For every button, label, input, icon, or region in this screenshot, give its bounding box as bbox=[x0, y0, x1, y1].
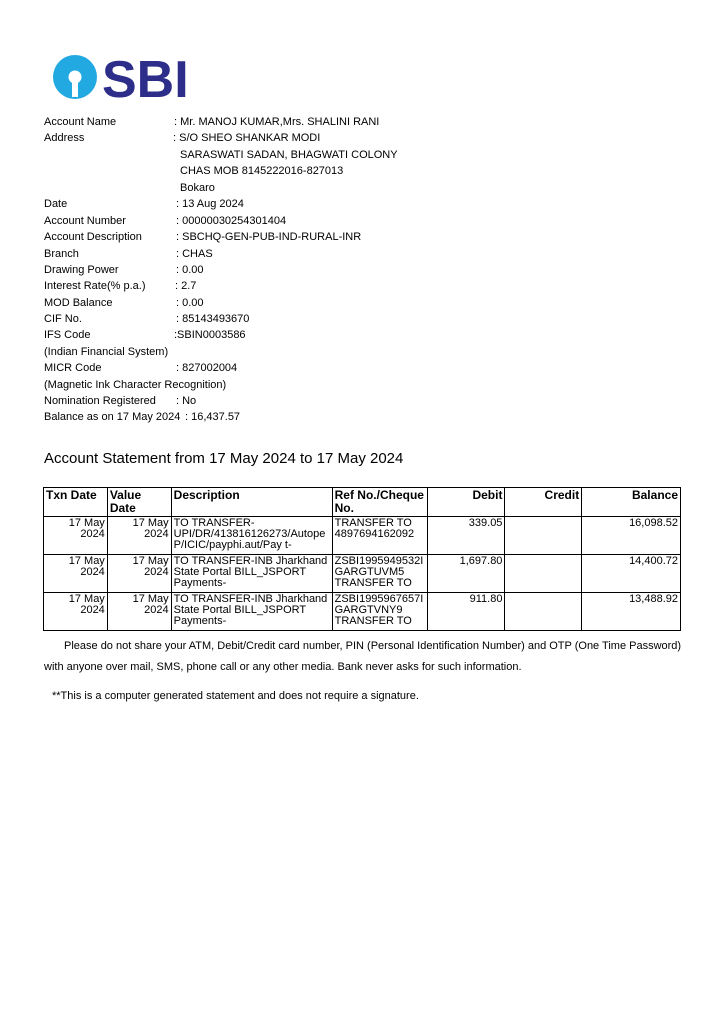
info-label: MICR Code bbox=[44, 362, 102, 374]
info-label: Address bbox=[44, 132, 85, 144]
info-value: : 0.00 bbox=[176, 264, 204, 276]
notice-line-2: with anyone over mail, SMS, phone call or any other media. Bank never asks for such information. bbox=[44, 661, 522, 673]
cell-balance: 13,488.92 bbox=[582, 593, 681, 631]
cell-ref-no: TRANSFER TO 4897694162092 bbox=[332, 517, 427, 555]
info-label: Drawing Power bbox=[44, 264, 119, 276]
info-value: : Mr. MANOJ KUMAR,Mrs. SHALINI RANI bbox=[174, 116, 380, 128]
cell-debit: 339.05 bbox=[427, 517, 505, 555]
cell-txn-date: 17 May 2024 bbox=[44, 517, 108, 555]
info-label: Account Name bbox=[44, 116, 117, 128]
cell-description: TO TRANSFER-INB Jharkhand State Portal BILL_JSPORT Payments- bbox=[171, 555, 332, 593]
cell-debit: 911.80 bbox=[427, 593, 505, 631]
info-value: : 827002004 bbox=[176, 362, 238, 374]
info-label: Nomination Registered bbox=[44, 395, 156, 407]
table-row bbox=[44, 593, 681, 631]
info-value: : SBCHQ-GEN-PUB-IND-RURAL-INR bbox=[176, 231, 362, 243]
info-value: : 16,437.57 bbox=[185, 411, 241, 423]
col-header-value-date: Value Date bbox=[107, 488, 171, 517]
cell-debit: 1,697.80 bbox=[427, 555, 505, 593]
cell-txn-date: 17 May 2024 bbox=[44, 555, 108, 593]
sbi-logo bbox=[52, 51, 192, 103]
notice-line-1: Please do not share your ATM, Debit/Credit card number, PIN (Personal Identification Number) and OTP (One Time Password) bbox=[64, 640, 682, 652]
info-label: Account Description bbox=[44, 231, 142, 243]
info-value: : No bbox=[176, 395, 197, 407]
cell-description: TO TRANSFER-UPI/DR/413816126273/Autope P/ICIC/payphi.aut/Pay t- bbox=[171, 517, 332, 555]
table-row bbox=[44, 555, 681, 593]
info-value: : 85143493670 bbox=[176, 313, 250, 325]
info-label: Branch bbox=[44, 248, 79, 260]
info-label: Interest Rate(% p.a.) bbox=[44, 280, 146, 292]
info-value: :SBIN0003586 bbox=[174, 329, 246, 341]
info-label: Account Number bbox=[44, 215, 126, 227]
cell-txn-date: 17 May 2024 bbox=[44, 593, 108, 631]
info-value: : S/O SHEO SHANKAR MODI bbox=[173, 132, 321, 144]
cell-credit bbox=[505, 593, 582, 631]
cell-credit bbox=[505, 517, 582, 555]
info-label: IFS Code bbox=[44, 329, 91, 341]
cell-ref-no: ZSBI1995949532I GARGTUVM5 TRANSFER TO bbox=[332, 555, 427, 593]
cell-ref-no: ZSBI1995967657I GARGTVNY9 TRANSFER TO bbox=[332, 593, 427, 631]
computer-generated-note: **This is a computer generated statement and does not require a signature. bbox=[52, 690, 419, 702]
info-value: Bokaro bbox=[180, 182, 215, 194]
cell-value-date: 17 May 2024 bbox=[107, 593, 171, 631]
info-value: : 0.00 bbox=[176, 297, 204, 309]
table-row bbox=[44, 517, 681, 555]
col-header-description: Description bbox=[171, 488, 332, 517]
security-notice bbox=[44, 636, 689, 678]
info-value: : 2.7 bbox=[175, 280, 197, 292]
transactions-table bbox=[43, 487, 681, 631]
cell-balance: 16,098.52 bbox=[582, 517, 681, 555]
col-header-ref-no: Ref No./Cheque No. bbox=[332, 488, 427, 517]
info-label: (Magnetic Ink Character Recognition) bbox=[44, 379, 227, 391]
info-value: CHAS MOB 8145222016-827013 bbox=[180, 165, 344, 177]
sbi-logo-text: SBI bbox=[102, 51, 189, 103]
info-label: Balance as on 17 May 2024 bbox=[44, 411, 181, 423]
cell-description: TO TRANSFER-INB Jharkhand State Portal BILL_JSPORT Payments- bbox=[171, 593, 332, 631]
col-header-credit: Credit bbox=[505, 488, 582, 517]
cell-value-date: 17 May 2024 bbox=[107, 555, 171, 593]
table-header-row bbox=[44, 488, 681, 517]
info-label: CIF No. bbox=[44, 313, 82, 325]
statement-title: Account Statement from 17 May 2024 to 17 May 2024 bbox=[44, 450, 404, 467]
col-header-balance: Balance bbox=[582, 488, 681, 517]
info-label: MOD Balance bbox=[44, 297, 113, 309]
cell-balance: 14,400.72 bbox=[582, 555, 681, 593]
info-value: SARASWATI SADAN, BHAGWATI COLONY bbox=[180, 149, 398, 161]
info-label: Date bbox=[44, 198, 68, 210]
info-value: : CHAS bbox=[176, 248, 213, 260]
info-value: : 00000030254301404 bbox=[176, 215, 287, 227]
col-header-debit: Debit bbox=[427, 488, 505, 517]
info-label: (Indian Financial System) bbox=[44, 346, 169, 358]
cell-credit bbox=[505, 555, 582, 593]
info-value: : 13 Aug 2024 bbox=[176, 198, 244, 210]
cell-value-date: 17 May 2024 bbox=[107, 517, 171, 555]
col-header-txn-date: Txn Date bbox=[44, 488, 108, 517]
